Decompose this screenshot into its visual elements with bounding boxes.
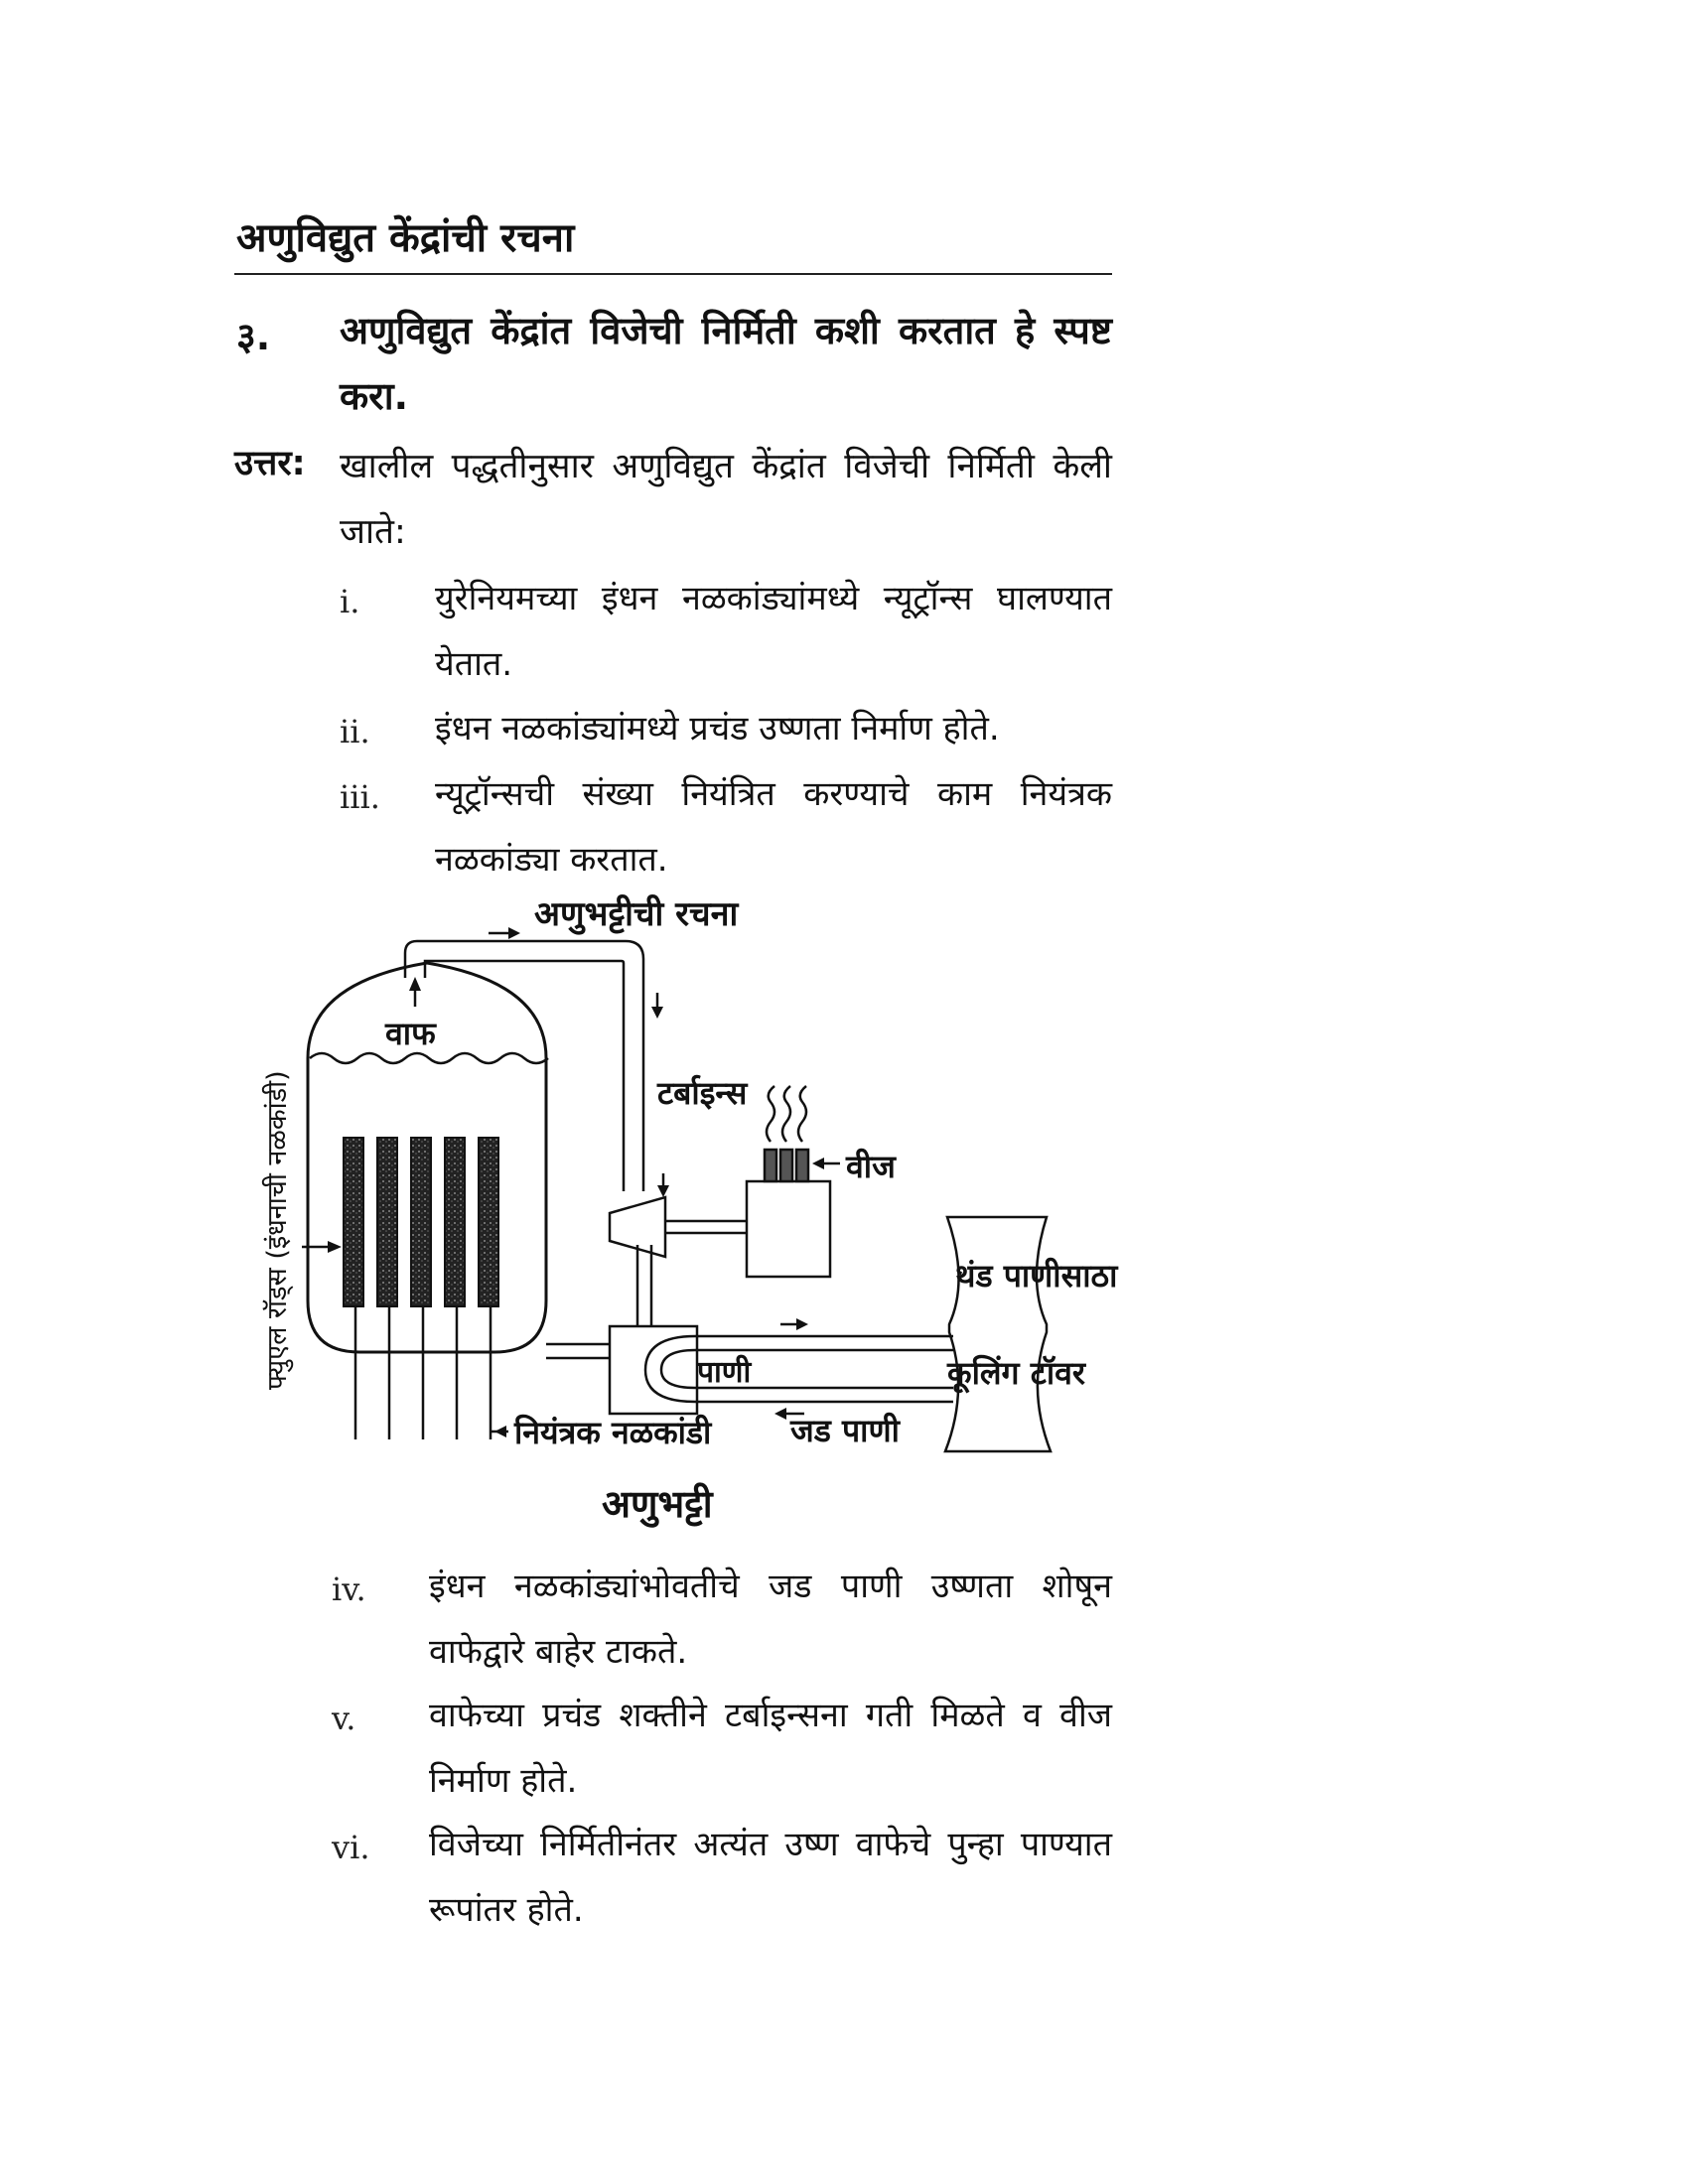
return-arrow-head bbox=[774, 1408, 786, 1420]
control-rod-label: नियंत्रक नळकांडी bbox=[514, 1414, 712, 1451]
cooling-tower-label: कूलिंग टॉवर bbox=[947, 1354, 1086, 1392]
answer-label: उत्तर: bbox=[234, 444, 306, 483]
cooling-tower bbox=[945, 1217, 1051, 1451]
point-number: v. bbox=[332, 1700, 356, 1737]
point-text: इंधन नळकांड्यांमध्ये प्रचंड उष्णता निर्माण होते. bbox=[435, 709, 1000, 749]
diagram-caption: अणुभट्टी bbox=[602, 1482, 713, 1526]
answer-intro: खालील पद्धतीनुसार अणुविद्युत केंद्रांत विजेची निर्मिती केली जाते: bbox=[340, 447, 1112, 552]
steam-label: वाफ bbox=[385, 1015, 436, 1052]
generator-terminals bbox=[765, 1150, 808, 1181]
question-text: अणुविद्युत केंद्रांत विजेची निर्मिती कशी करतात हे स्पष्ट करा. bbox=[340, 309, 1112, 418]
section-heading: अणुविद्युत केंद्रांची रचना bbox=[236, 215, 575, 261]
point-text: इंधन नळकांड्यांभोवतीचे जड पाणी उष्णता शोषून वाफेद्वारे बाहेर टाकते. bbox=[429, 1567, 1112, 1672]
cooling-loop-outer bbox=[645, 1336, 953, 1402]
generator bbox=[747, 1181, 830, 1277]
pipe-down-arrow-head bbox=[651, 1007, 663, 1019]
point-number: i. bbox=[340, 583, 360, 620]
point-text: विजेच्या निर्मितीनंतर अत्यंत उष्ण वाफेचे पुन्हा पाण्यात रूपांतर होते. bbox=[429, 1825, 1112, 1930]
fuel-rods-label: फ्युएल रॉड्स (इंधनाची नळकांडी) bbox=[262, 1070, 293, 1390]
fuel-rods bbox=[344, 1138, 498, 1306]
control-rod-arrow-head bbox=[494, 1426, 506, 1437]
question-number: ३. bbox=[236, 315, 271, 358]
fuel-rod-arrow-head bbox=[328, 1241, 342, 1253]
cold-water-label: थंड पाणीसाठा bbox=[955, 1257, 1118, 1295]
steam-arrow-head bbox=[409, 977, 421, 991]
flow-arrow-head bbox=[796, 1318, 808, 1330]
electricity-waves bbox=[767, 1086, 806, 1142]
reactor-diagram bbox=[0, 874, 1688, 1469]
point-number: vi. bbox=[332, 1829, 370, 1866]
turbines-label: टर्बाइन्स bbox=[657, 1074, 748, 1112]
heading-underline bbox=[234, 273, 1112, 275]
point-number: ii. bbox=[340, 713, 370, 751]
point-number: iv. bbox=[332, 1570, 366, 1608]
steam-pipe-outer bbox=[405, 941, 643, 1191]
electricity-label: वीज bbox=[846, 1148, 896, 1185]
electricity-arrow-head bbox=[812, 1158, 824, 1169]
water-surface bbox=[310, 1053, 548, 1063]
control-rods bbox=[355, 1306, 491, 1439]
point-text: न्यूट्रॉन्सची संख्या नियंत्रित करण्याचे काम नियंत्रक नळकांड्या करतात. bbox=[435, 774, 1112, 880]
water-label: पाणी bbox=[697, 1355, 752, 1390]
turbine-arrow-head bbox=[657, 1185, 669, 1197]
point-text: युरेनियमच्या इंधन नळकांड्यांमध्ये न्यूट्रॉन्स घालण्यात येतात. bbox=[435, 579, 1112, 684]
point-number: iii. bbox=[340, 778, 380, 816]
point-text: वाफेच्या प्रचंड शक्तीने टर्बाइन्सना गती मिळते व वीज निर्माण होते. bbox=[429, 1696, 1112, 1801]
diagram-title: अणुभट्टीची रचना bbox=[534, 894, 739, 934]
pipe-flow-arrow-head bbox=[508, 927, 520, 939]
heavy-water-label: जड पाणी bbox=[790, 1412, 900, 1449]
